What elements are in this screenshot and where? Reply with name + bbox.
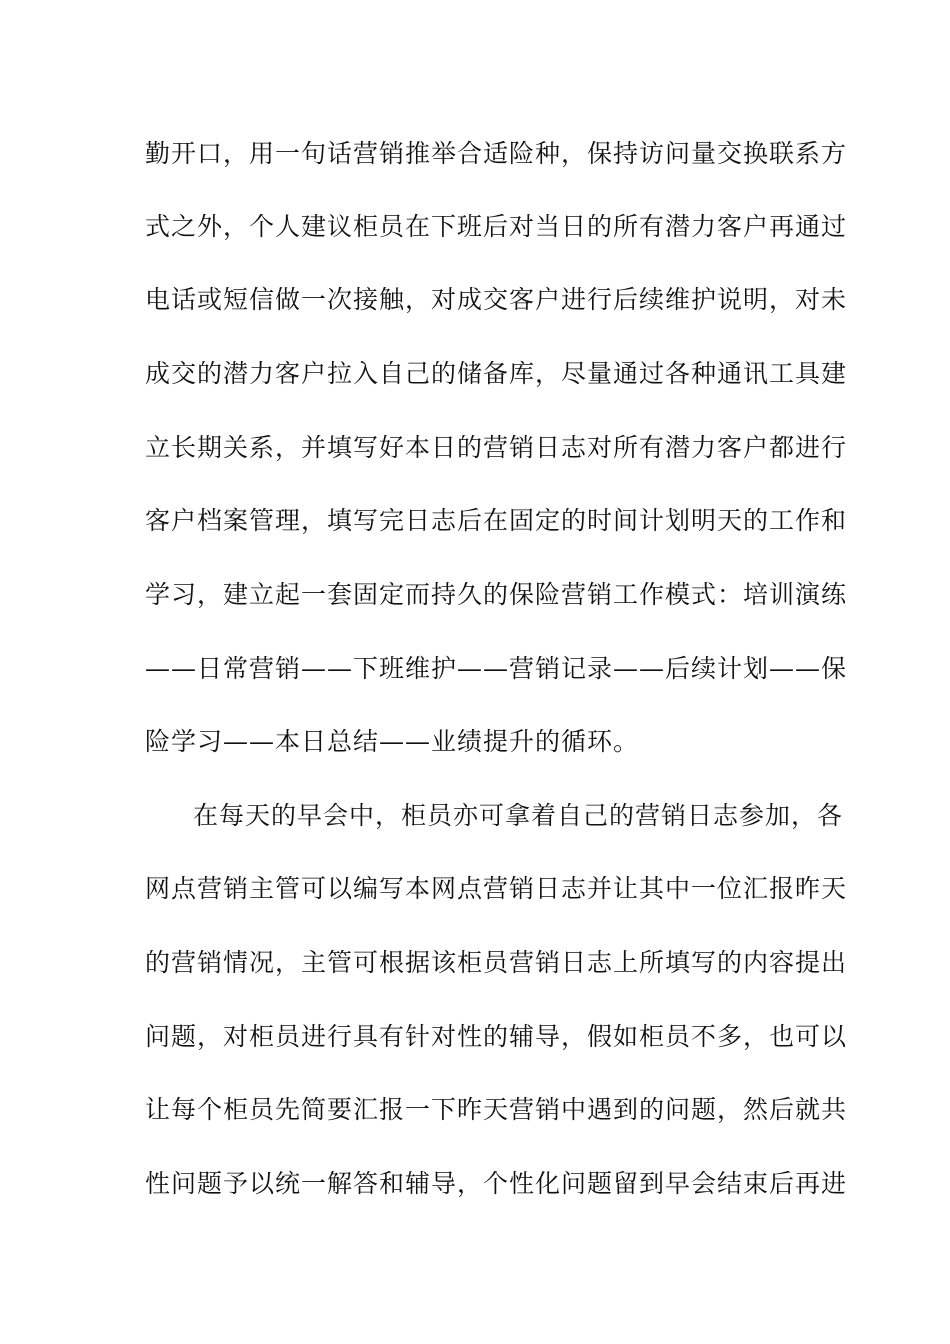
text-line: 立长期关系，并填写好本日的营销日志对所有潜力客户都进行 [145, 433, 848, 462]
text-line: 问题，对柜员进行具有针对性的辅导，假如柜员不多，也可以 [145, 1022, 848, 1051]
text-line: 网点营销主管可以编写本网点营销日志并让其中一位汇报昨天 [145, 874, 848, 903]
text-line: 险学习——本日总结——业绩提升的循环。 [145, 727, 640, 756]
text-line: 成交的潜力客户拉入自己的储备库，尽量通过各种通讯工具建 [145, 359, 848, 388]
text-line: 学习，建立起一套固定而持久的保险营销工作模式：培训演练 [145, 580, 848, 609]
text-line: 在每天的早会中，柜员亦可拿着自己的营销日志参加，各 [193, 801, 844, 830]
text-line: 电话或短信做一次接触，对成交客户进行后续维护说明，对未 [145, 285, 848, 314]
text-line: 的营销情况，主管可根据该柜员营销日志上所填写的内容提出 [145, 948, 848, 977]
text-line: ——日常营销——下班维护——营销记录——后续计划——保 [145, 654, 848, 683]
text-line: 式之外，个人建议柜员在下班后对当日的所有潜力客户再通过 [145, 212, 848, 241]
text-line: 让每个柜员先简要汇报一下昨天营销中遇到的问题，然后就共 [145, 1095, 848, 1124]
text-line: 勤开口，用一句话营销推举合适险种，保持访问量交换联系方 [145, 139, 848, 168]
text-line: 客户档案管理，填写完日志后在固定的时间计划明天的工作和 [145, 506, 848, 535]
text-line: 性问题予以统一解答和辅导，个性化问题留到早会结束后再进 [145, 1169, 848, 1198]
